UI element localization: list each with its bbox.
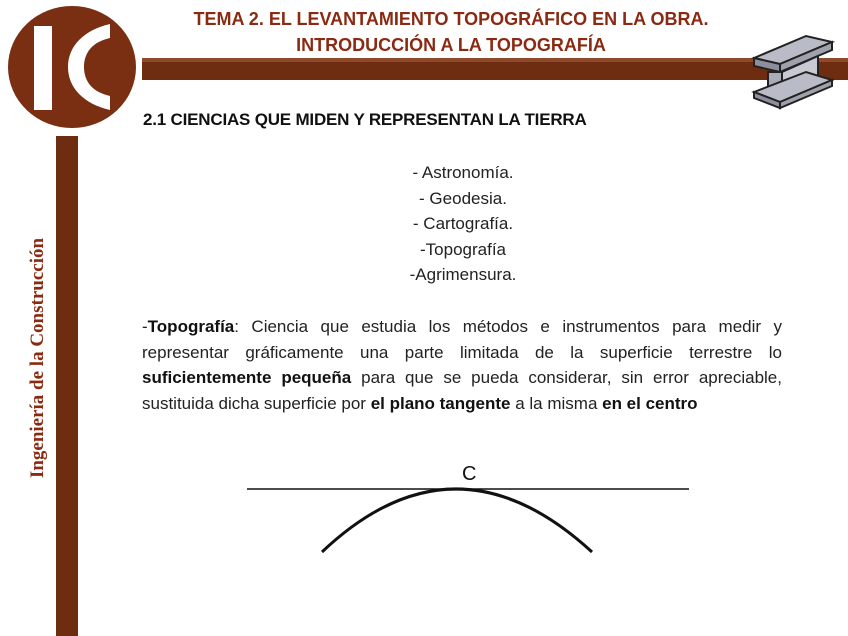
definition-emphasis-2: el plano tangente (370, 393, 511, 413)
earth-surface-arc (322, 489, 592, 552)
page-title (150, 6, 752, 58)
definition-paragraph (142, 314, 782, 416)
definition-term: Topografía (147, 317, 235, 336)
definition-text-1: : Ciencia que estudia los métodos e instrumentos para medir y representar gráficamente una parte limitada de la superficie terrestre lo (142, 317, 782, 362)
list-item: -Topografía (420, 239, 506, 259)
definition-prefix: - (142, 317, 148, 336)
ic-logo-icon (6, 4, 138, 130)
definition-text-2: para que se pueda considerar, sin error apreciable, sustituida dicha superficie por (142, 368, 782, 413)
section-heading: 2.1 CIENCIAS QUE MIDEN Y REPRESENTAN LA TIERRA (143, 110, 587, 129)
definition-emphasis-1: suficientemente pequeña (142, 368, 352, 387)
list-item: - Cartografía. (412, 214, 514, 233)
steel-beam-icon (748, 28, 836, 110)
sciences-list (330, 160, 596, 288)
definition-text-3: a la misma (510, 393, 603, 413)
list-item: -Agrimensura. (409, 265, 517, 284)
list-item: - Astronomía. (412, 163, 514, 182)
title-line-2: INTRODUCCIÓN A LA TOPOGRAFÍA (296, 35, 606, 55)
list-item: - Geodesia. (419, 188, 507, 208)
title-line-1: TEMA 2. EL LEVANTAMIENTO TOPOGRÁFICO EN LA OBRA. (193, 9, 709, 29)
header-bar-highlight (142, 58, 848, 62)
center-point-label: C (462, 463, 477, 485)
definition-emphasis-3: en el centro (602, 393, 698, 413)
side-vertical-title: Ingeniería de la Construcción (27, 237, 48, 479)
side-bar (56, 136, 78, 636)
